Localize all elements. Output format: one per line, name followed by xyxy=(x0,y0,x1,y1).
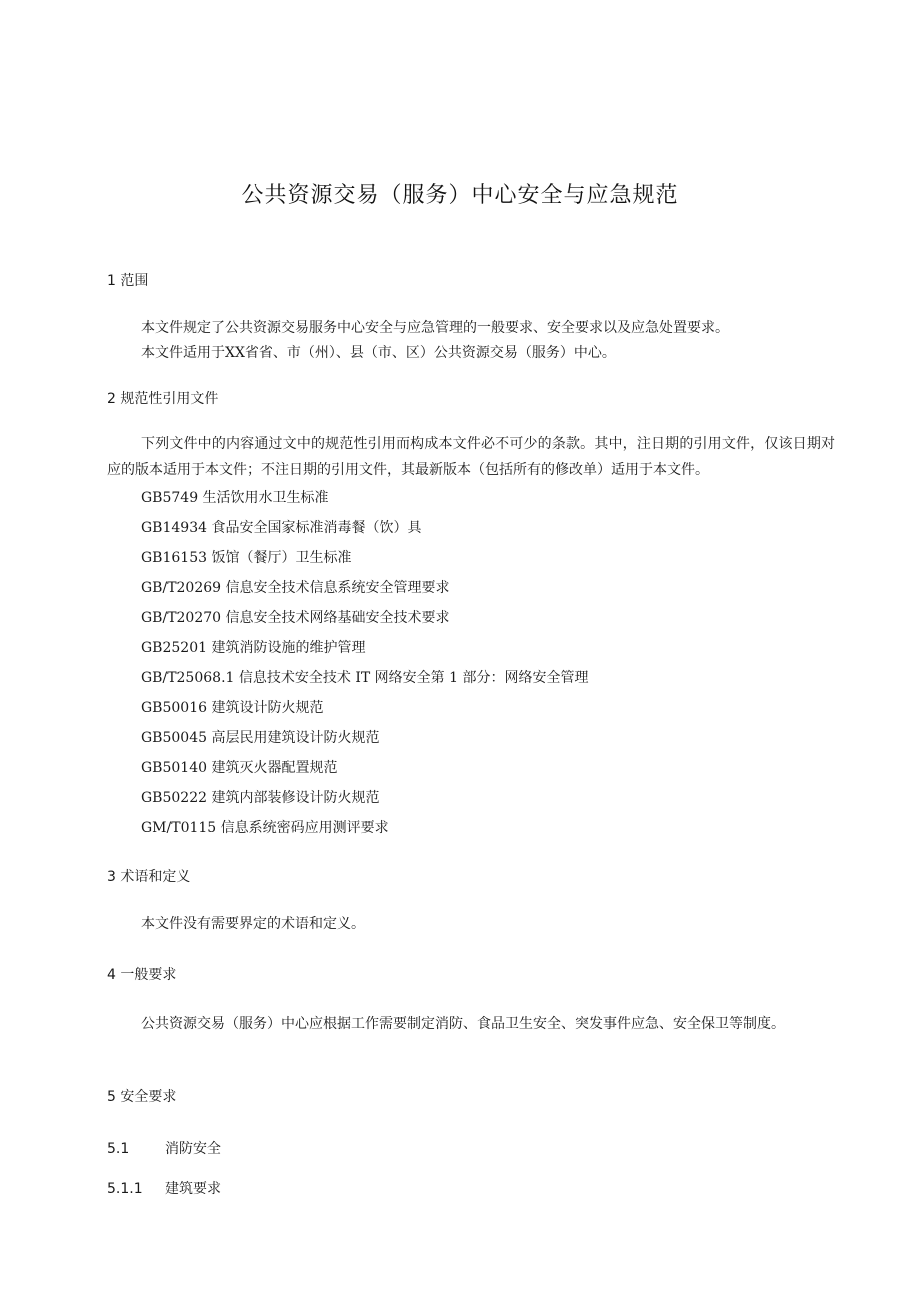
reference-item: GB/T20269 信息安全技术信息系统安全管理要求 xyxy=(141,580,450,596)
terms-paragraph: 本文件没有需要界定的术语和定义。 xyxy=(141,916,365,932)
references-intro-paragraph: 下列文件中的内容通过文中的规范性引用而构成本文件必不可少的条款。其中，注日期的引用文件，仅该日期对应的版本适用于本文件；不注日期的引用文件，其最新版本（包括所有的修改单）适用于本文件。 xyxy=(107,436,835,478)
subsection-number: 5.1 xyxy=(107,1141,130,1157)
section-heading-terms: 3 术语和定义 xyxy=(107,869,191,885)
general-requirements-paragraph: 公共资源交易（服务）中心应根据工作需要制定消防、食品卫生安全、突发事件应急、安全保卫等制度。 xyxy=(141,1016,785,1032)
section-heading-scope: 1 范围 xyxy=(107,273,149,289)
subsection-5-1-1 xyxy=(107,1178,221,1198)
reference-item: GB50140 建筑灭火器配置规范 xyxy=(141,760,338,776)
reference-item: GB25201 建筑消防设施的维护管理 xyxy=(141,640,366,656)
subsection-label: 消防安全 xyxy=(165,1141,221,1157)
reference-item: GB/T25068.1 信息技术安全技术 IT 网络安全第 1 部分：网络安全管理 xyxy=(141,670,589,686)
scope-paragraph-1: 本文件规定了公共资源交易服务中心安全与应急管理的一般要求、安全要求以及应急处置要求。 xyxy=(141,320,729,336)
reference-item: GB16153 饭馆（餐厅）卫生标准 xyxy=(141,550,352,566)
section-heading-normative-references: 2 规范性引用文件 xyxy=(107,391,219,407)
reference-item: GB5749 生活饮用水卫生标准 xyxy=(141,490,329,506)
subsection-number: 5.1.1 xyxy=(107,1181,143,1197)
reference-item: GB/T20270 信息安全技术网络基础安全技术要求 xyxy=(141,610,450,626)
reference-item: GB50222 建筑内部装修设计防火规范 xyxy=(141,790,380,806)
document-title: 公共资源交易（服务）中心安全与应急规范 xyxy=(241,183,679,208)
reference-item: GB14934 食品安全国家标准消毒餐（饮）具 xyxy=(141,520,422,536)
reference-item: GM/T0115 信息系统密码应用测评要求 xyxy=(141,820,389,836)
subsection-5-1 xyxy=(107,1138,221,1158)
section-heading-general-requirements: 4 一般要求 xyxy=(107,967,177,983)
scope-paragraph-2: 本文件适用于XX省省、市（州）、县（市、区）公共资源交易（服务）中心。 xyxy=(141,345,616,361)
reference-item: GB50016 建筑设计防火规范 xyxy=(141,700,324,716)
reference-item: GB50045 高层民用建筑设计防火规范 xyxy=(141,730,380,746)
section-heading-safety-requirements: 5 安全要求 xyxy=(107,1089,177,1105)
subsection-label: 建筑要求 xyxy=(165,1181,221,1197)
